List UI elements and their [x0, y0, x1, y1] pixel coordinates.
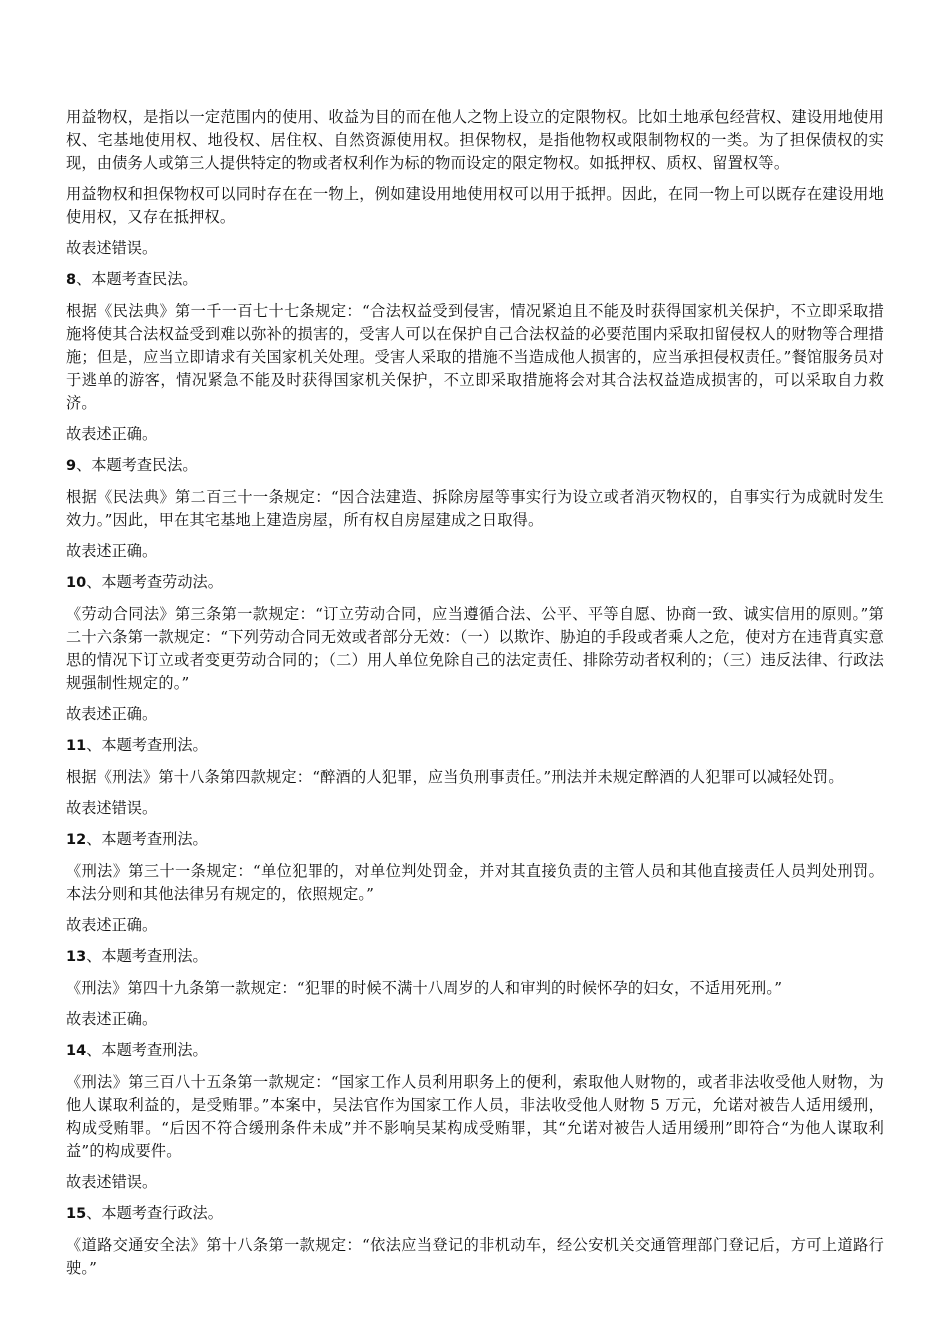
question-11-verdict: 故表述错误。: [66, 799, 158, 817]
question-15-explanation: 《道路交通安全法》第十八条第一款规定：“依法应当登记的非机动车，经公安机关交通管理部门登记后，方可上道路行驶。”: [66, 1236, 884, 1277]
question-topic: 、本题考查劳动法。: [86, 573, 223, 591]
question-topic: 、本题考查刑法。: [86, 736, 208, 754]
question-number: 14: [66, 1043, 87, 1059]
question-8-verdict: 故表述正确。: [66, 425, 158, 443]
question-number: 8: [66, 272, 77, 288]
question-topic: 、本题考查刑法。: [86, 830, 208, 848]
question-13-heading: [66, 945, 884, 969]
question-number: 9: [66, 458, 77, 474]
question-9-verdict: 故表述正确。: [66, 542, 158, 560]
question-topic: 、本题考查行政法。: [86, 1204, 223, 1222]
question-10-heading: [66, 571, 884, 595]
question-topic: 、本题考查民法。: [76, 270, 198, 288]
question-number: 12: [66, 832, 87, 848]
question-10-explanation: 《劳动合同法》第三条第一款规定：“订立劳动合同，应当遵循合法、公平、平等自愿、协商一致、诚实信用的原则。”第二十六条第一款规定：“下列劳动合同无效或者部分无效：（一）以欺诈、胁迫的手段或者乘人之危，使对方在违背真实意思的情况下订立或者变更劳动合同的；（二）用人单位免除自己的法定责任、排除劳动者权利的；（三）违反法律、行政法规强制性规定的。”: [66, 605, 884, 692]
question-8-explanation: 根据《民法典》第一千一百七十七条规定：“合法权益受到侵害，情况紧迫且不能及时获得国家机关保护，不立即采取措施将使其合法权益受到难以弥补的损害的，受害人可以在保护自己合法权益的必要范围内采取扣留侵权人的财物等合理措施；但是，应当立即请求有关国家机关处理。受害人采取的措施不当造成他人损害的，应当承担侵权责任。”餐馆服务员对于逃单的游客，情况紧急不能及时获得国家机关保护，不立即采取措施将会对其合法权益造成损害的，可以采取自力救济。: [66, 302, 884, 412]
question-8-heading: [66, 268, 884, 292]
intro-paragraph-2: 用益物权和担保物权可以同时存在在一物上，例如建设用地使用权可以用于抵押。因此，在同一物上可以既存在建设用地使用权，又存在抵押权。: [66, 185, 884, 226]
question-number: 13: [66, 949, 87, 965]
question-9-heading: [66, 454, 884, 478]
intro-paragraph-1: 用益物权，是指以一定范围内的使用、收益为目的而在他人之物上设立的定限物权。比如土地承包经营权、建设用地使用权、宅基地使用权、地役权、居住权、自然资源使用权。担保物权，是指他物权或限制物权的一类。为了担保债权的实现，由债务人或第三人提供特定的物或者权利作为标的物而设定的限定物权。如抵押权、质权、留置权等。: [66, 108, 884, 172]
question-9-explanation: 根据《民法典》第二百三十一条规定：“因合法建造、拆除房屋等事实行为设立或者消灭物权的，自事实行为成就时发生效力。”因此，甲在其宅基地上建造房屋，所有权自房屋建成之日取得。: [66, 488, 884, 529]
question-12-explanation: 《刑法》第三十一条规定：“单位犯罪的，对单位判处罚金，并对其直接负责的主管人员和其他直接责任人员判处刑罚。本法分则和其他法律另有规定的，依照规定。”: [66, 862, 884, 903]
question-11-explanation: 根据《刑法》第十八条第四款规定：“醉酒的人犯罪，应当负刑事责任。”刑法并未规定醉酒的人犯罪可以减轻处罚。: [66, 768, 844, 786]
intro-verdict: 故表述错误。: [66, 239, 158, 257]
question-15-heading: [66, 1202, 884, 1226]
question-13-explanation: 《刑法》第四十九条第一款规定：“犯罪的时候不满十八周岁的人和审判的时候怀孕的妇女，不适用死刑。”: [66, 979, 783, 997]
question-12-verdict: 故表述正确。: [66, 916, 158, 934]
question-topic: 、本题考查刑法。: [86, 947, 208, 965]
question-number: 10: [66, 575, 87, 591]
question-topic: 、本题考查民法。: [76, 456, 198, 474]
question-12-heading: [66, 828, 884, 852]
question-14-explanation: 《刑法》第三百八十五条第一款规定：“国家工作人员利用职务上的便利，索取他人财物的，或者非法收受他人财物，为他人谋取利益的，是受贿罪。”本案中，吴法官作为国家工作人员，非法收受他人财物 5 万元，允诺对被告人适用缓刑，构成受贿罪。“后因不符合缓刑条件未成”并不影响吴某构成受贿罪，其“允诺对被告人适用缓刑”即符合“为他人谋取利益”的构成要件。: [66, 1073, 884, 1160]
question-number: 11: [66, 738, 87, 754]
question-11-heading: [66, 734, 884, 758]
question-14-heading: [66, 1039, 884, 1063]
question-number: 15: [66, 1206, 87, 1222]
document-page: [66, 106, 884, 1288]
question-10-verdict: 故表述正确。: [66, 705, 158, 723]
question-13-verdict: 故表述正确。: [66, 1010, 158, 1028]
question-14-verdict: 故表述错误。: [66, 1173, 158, 1191]
question-topic: 、本题考查刑法。: [86, 1041, 208, 1059]
